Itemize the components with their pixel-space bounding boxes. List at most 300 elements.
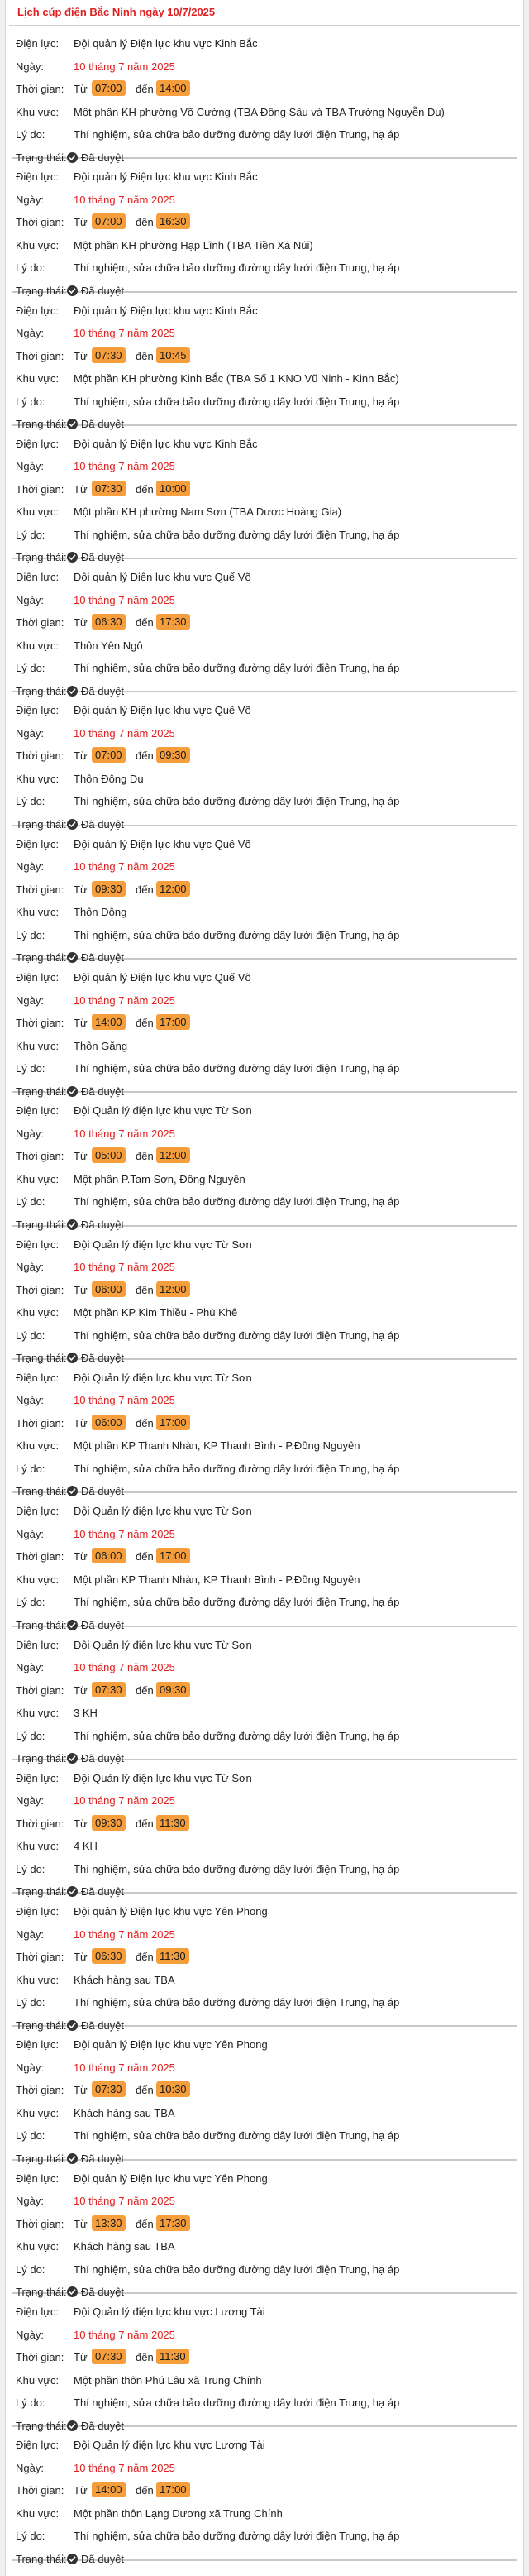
outage-entry: [12, 1493, 517, 1631]
value-ly-do: Thí nghiệm, sửa chữa bảo dưỡng đường dây lưới điện Trung, hạ áp: [74, 128, 400, 141]
label-ly-do: Lý do:: [16, 128, 45, 141]
row-ngay: [12, 725, 517, 749]
row-thoi-gian: [12, 1949, 517, 1972]
row-ly-do: [12, 1994, 517, 2018]
label-ly-do: Lý do:: [16, 1062, 45, 1075]
value-ngay: 10 tháng 7 năm 2025: [74, 2461, 175, 2474]
value-khu-vuc: Một phần KP Thanh Nhàn, KP Thanh Bình - P.Đồng Nguyên: [74, 1439, 360, 1453]
row-khu-vuc: [12, 371, 517, 394]
label-thoi-gian: Thời gian:: [16, 216, 64, 229]
label-khu-vuc: Khu vực:: [16, 906, 60, 919]
row-dien-luc: [12, 1903, 517, 1927]
label-den: đến: [136, 1017, 154, 1030]
time-from-badge: 07:00: [92, 747, 126, 763]
label-khu-vuc: Khu vực:: [16, 772, 60, 785]
value-ngay: 10 tháng 7 năm 2025: [74, 1527, 175, 1540]
row-thoi-gian: [12, 348, 517, 371]
value-ngay: 10 tháng 7 năm 2025: [74, 60, 175, 73]
label-dien-luc: Điện lực:: [16, 304, 60, 317]
label-tu: Từ: [74, 2484, 88, 2497]
label-dien-luc: Điện lực:: [16, 2305, 60, 2319]
label-trang-thai: Trạng thái:: [16, 151, 67, 164]
row-khu-vuc: [12, 504, 517, 527]
label-dien-luc: Điện lực:: [16, 1905, 60, 1918]
row-ngay: [12, 1793, 517, 1816]
row-dien-luc: [12, 1503, 517, 1526]
value-khu-vuc: Một phần thôn Phú Lâu xã Trung Chính: [74, 2373, 262, 2387]
label-tu: Từ: [74, 216, 88, 229]
label-den: đến: [136, 2351, 154, 2364]
row-thoi-gian: [12, 81, 517, 104]
outage-entry: [12, 2161, 517, 2299]
time-from-badge: 09:30: [92, 1815, 126, 1831]
value-khu-vuc: Thôn Đông Du: [74, 772, 144, 785]
label-trang-thai: Trạng thái:: [16, 1218, 67, 1231]
row-khu-vuc: [12, 2373, 517, 2396]
label-ly-do: Lý do:: [16, 1996, 45, 2009]
check-circle-icon: [67, 1886, 78, 1897]
value-khu-vuc: 3 KH: [74, 1707, 98, 1720]
status-approved: Đã duyệt: [81, 2286, 125, 2299]
label-thoi-gian: Thời gian:: [16, 1951, 64, 1964]
status-approved: Đã duyệt: [81, 151, 125, 164]
status-approved: Đã duyệt: [81, 1618, 125, 1631]
row-thoi-gian: [12, 2082, 517, 2105]
label-thoi-gian: Thời gian:: [16, 1817, 64, 1830]
value-dien-luc: Đội quản lý Điện lực khu vực Yên Phong: [74, 2038, 268, 2052]
label-khu-vuc: Khu vực:: [16, 639, 60, 652]
label-thoi-gian: Thời gian:: [16, 1283, 64, 1296]
label-tu: Từ: [74, 1951, 88, 1964]
time-to-badge: 09:30: [156, 1682, 190, 1697]
status-approved: Đã duyệt: [81, 2018, 125, 2032]
value-dien-luc: Đội quản lý Điện lực khu vực Quế Võ: [74, 971, 251, 984]
label-thoi-gian: Thời gian:: [16, 2217, 64, 2230]
time-to-badge: 10:45: [156, 347, 190, 363]
time-from-badge: 06:30: [92, 614, 126, 630]
label-den: đến: [136, 2217, 154, 2230]
label-khu-vuc: Khu vực:: [16, 2373, 60, 2387]
value-dien-luc: Đội Quản lý điện lực khu vực Từ Sơn: [74, 1238, 252, 1251]
value-ngay: 10 tháng 7 năm 2025: [74, 1394, 175, 1407]
label-khu-vuc: Khu vực:: [16, 1973, 60, 1986]
label-den: đến: [136, 749, 154, 763]
time-to-badge: 12:00: [156, 1281, 190, 1297]
label-dien-luc: Điện lực:: [16, 2038, 60, 2052]
time-from-badge: 07:30: [92, 1682, 126, 1697]
row-khu-vuc: [12, 1438, 517, 1461]
label-khu-vuc: Khu vực:: [16, 372, 60, 385]
label-ly-do: Lý do:: [16, 395, 45, 408]
check-circle-icon: [67, 2153, 78, 2164]
time-to-badge: 11:30: [156, 2349, 189, 2364]
outage-entry: [12, 692, 517, 831]
row-khu-vuc: [12, 1038, 517, 1061]
time-from-badge: 07:00: [92, 80, 126, 96]
row-dien-luc: [12, 2037, 517, 2060]
time-from-badge: 06:30: [92, 1948, 126, 1964]
row-ngay: [12, 2460, 517, 2483]
page-title: Lịch cúp điện Bắc Ninh ngày 10/7/2025: [9, 0, 520, 26]
value-ly-do: Thí nghiệm, sửa chữa bảo dưỡng đường dây lưới điện Trung, hạ áp: [74, 1596, 400, 1609]
label-ly-do: Lý do:: [16, 795, 45, 808]
row-dien-luc: [12, 1770, 517, 1793]
label-khu-vuc: Khu vực:: [16, 1306, 60, 1319]
status-approved: Đã duyệt: [81, 951, 125, 965]
row-ly-do: [12, 527, 517, 550]
label-tu: Từ: [74, 1017, 88, 1030]
status-approved: Đã duyệt: [81, 2552, 125, 2565]
label-ly-do: Lý do:: [16, 2530, 45, 2543]
label-thoi-gian: Thời gian:: [16, 2484, 64, 2497]
label-den: đến: [136, 616, 154, 630]
label-thoi-gian: Thời gian:: [16, 349, 64, 362]
label-ly-do: Lý do:: [16, 2262, 45, 2276]
row-ngay: [12, 2060, 517, 2083]
label-dien-luc: Điện lực:: [16, 2171, 60, 2185]
label-den: đến: [136, 349, 154, 362]
status-approved: Đã duyệt: [81, 418, 125, 431]
label-dien-luc: Điện lực:: [16, 571, 60, 584]
row-thoi-gian: [12, 882, 517, 905]
outage-entry: [12, 2294, 517, 2432]
value-khu-vuc: Một phần KH phường Hạp Lĩnh (TBA Tiền Xá Núi): [74, 238, 313, 251]
time-from-badge: 07:30: [92, 2349, 126, 2364]
value-ngay: 10 tháng 7 năm 2025: [74, 860, 175, 874]
time-from-badge: 09:30: [92, 881, 126, 897]
value-dien-luc: Đội quản lý Điện lực khu vực Kinh Bắc: [74, 437, 258, 450]
label-dien-luc: Điện lực:: [16, 704, 60, 717]
value-ly-do: Thí nghiệm, sửa chữa bảo dưỡng đường dây lưới điện Trung, hạ áp: [74, 2129, 400, 2143]
value-khu-vuc: Thôn Yên Ngô: [74, 639, 143, 652]
time-to-badge: 17:00: [156, 1415, 190, 1430]
time-to-badge: 09:30: [156, 747, 190, 763]
label-trang-thai: Trạng thái:: [16, 951, 67, 965]
time-from-badge: 14:00: [92, 1014, 126, 1030]
value-ngay: 10 tháng 7 năm 2025: [74, 726, 175, 740]
outage-entry: [12, 559, 517, 697]
label-ly-do: Lý do:: [16, 2396, 45, 2410]
label-thoi-gian: Thời gian:: [16, 1017, 64, 1030]
label-ly-do: Lý do:: [16, 1462, 45, 1475]
row-khu-vuc: [12, 1171, 517, 1195]
label-ly-do: Lý do:: [16, 1195, 45, 1209]
outage-entry: [12, 1227, 517, 1365]
value-dien-luc: Đội quản lý Điện lực khu vực Quế Võ: [74, 704, 251, 717]
time-to-badge: 14:00: [156, 80, 190, 96]
label-ngay: Ngày:: [16, 2195, 44, 2208]
value-ngay: 10 tháng 7 năm 2025: [74, 593, 175, 606]
row-thoi-gian: [12, 1415, 517, 1439]
label-den: đến: [136, 2084, 154, 2097]
label-thoi-gian: Thời gian:: [16, 1550, 64, 1563]
value-dien-luc: Đội Quản lý điện lực khu vực Từ Sơn: [74, 1371, 252, 1384]
value-dien-luc: Đội quản lý Điện lực khu vực Kinh Bắc: [74, 304, 258, 317]
label-ngay: Ngày:: [16, 1661, 44, 1674]
row-dien-luc: [12, 702, 517, 725]
status-approved: Đã duyệt: [81, 2152, 125, 2165]
label-khu-vuc: Khu vực:: [16, 105, 60, 118]
check-circle-icon: [67, 2286, 78, 2297]
label-den: đến: [136, 83, 154, 95]
outage-entry: [12, 2427, 517, 2565]
row-thoi-gian: [12, 481, 517, 505]
label-den: đến: [136, 1817, 154, 1830]
label-trang-thai: Trạng thái:: [16, 1085, 67, 1098]
row-dien-luc: [12, 1237, 517, 1260]
value-ly-do: Thí nghiệm, sửa chữa bảo dưỡng đường dây lưới điện Trung, hạ áp: [74, 2396, 400, 2410]
label-trang-thai: Trạng thái:: [16, 1885, 67, 1898]
value-ngay: 10 tháng 7 năm 2025: [74, 1127, 175, 1140]
row-khu-vuc: [12, 1305, 517, 1328]
label-tu: Từ: [74, 83, 88, 95]
label-trang-thai: Trạng thái:: [16, 1485, 67, 1498]
value-ly-do: Thí nghiệm, sửa chữa bảo dưỡng đường dây lưới điện Trung, hạ áp: [74, 1195, 400, 1209]
row-ngay: [12, 325, 517, 348]
label-den: đến: [136, 482, 154, 496]
row-ngay: [12, 859, 517, 882]
row-ly-do: [12, 1861, 517, 1884]
value-ly-do: Thí nghiệm, sửa chữa bảo dưỡng đường dây lưới điện Trung, hạ áp: [74, 662, 400, 675]
row-ly-do: [12, 660, 517, 683]
row-thoi-gian: [12, 615, 517, 638]
label-tu: Từ: [74, 616, 88, 630]
label-tu: Từ: [74, 482, 88, 496]
row-thoi-gian: [12, 748, 517, 771]
value-dien-luc: Đội Quản lý điện lực khu vực Từ Sơn: [74, 1104, 252, 1118]
check-circle-icon: [67, 819, 78, 830]
label-dien-luc: Điện lực:: [16, 837, 60, 850]
time-to-badge: 10:00: [156, 481, 190, 496]
label-ngay: Ngày:: [16, 460, 44, 473]
row-khu-vuc: [12, 2105, 517, 2128]
value-khu-vuc: Khách hàng sau TBA: [74, 2106, 175, 2119]
status-approved: Đã duyệt: [81, 1085, 125, 1098]
label-thoi-gian: Thời gian:: [16, 1683, 64, 1697]
row-dien-luc: [12, 1637, 517, 1660]
row-ly-do: [12, 793, 517, 816]
value-khu-vuc: Một phần KP Thanh Nhàn, KP Thanh Bình - P.Đồng Nguyên: [74, 1573, 360, 1586]
label-dien-luc: Điện lực:: [16, 1371, 60, 1384]
value-khu-vuc: Một phần P.Tam Sơn, Đồng Nguyên: [74, 1172, 245, 1185]
value-ngay: 10 tháng 7 năm 2025: [74, 193, 175, 206]
label-tu: Từ: [74, 883, 88, 896]
label-trang-thai: Trạng thái:: [16, 284, 67, 297]
row-ngay: [12, 1392, 517, 1415]
label-thoi-gian: Thời gian:: [16, 482, 64, 496]
label-ngay: Ngày:: [16, 1394, 44, 1407]
row-ly-do: [12, 1728, 517, 1751]
label-ngay: Ngày:: [16, 726, 44, 740]
check-circle-icon: [67, 152, 78, 163]
label-ly-do: Lý do:: [16, 1329, 45, 1342]
check-circle-icon: [67, 1620, 78, 1630]
label-den: đến: [136, 1683, 154, 1697]
time-from-badge: 07:30: [92, 2081, 126, 2097]
value-ly-do: Thí nghiệm, sửa chữa bảo dưỡng đường dây lưới điện Trung, hạ áp: [74, 528, 400, 541]
label-ly-do: Lý do:: [16, 261, 45, 275]
label-tu: Từ: [74, 1150, 88, 1163]
value-ly-do: Thí nghiệm, sửa chữa bảo dưỡng đường dây lưới điện Trung, hạ áp: [74, 1329, 400, 1342]
label-tu: Từ: [74, 2217, 88, 2230]
time-to-badge: 16:30: [156, 213, 190, 229]
label-dien-luc: Điện lực:: [16, 37, 60, 50]
row-ly-do: [12, 1061, 517, 1084]
label-den: đến: [136, 1550, 154, 1563]
time-from-badge: 07:30: [92, 347, 126, 363]
label-dien-luc: Điện lực:: [16, 1238, 60, 1251]
row-thoi-gian: [12, 2483, 517, 2506]
row-dien-luc: [12, 2437, 517, 2460]
row-ly-do: [12, 2262, 517, 2285]
row-dien-luc: [12, 1370, 517, 1393]
label-ly-do: Lý do:: [16, 2129, 45, 2143]
outage-entry: [12, 1760, 517, 1898]
check-circle-icon: [67, 952, 78, 963]
row-khu-vuc: [12, 1705, 517, 1728]
label-trang-thai: Trạng thái:: [16, 2419, 67, 2432]
label-den: đến: [136, 883, 154, 896]
status-approved: Đã duyệt: [81, 284, 125, 297]
label-ly-do: Lý do:: [16, 1596, 45, 1609]
label-khu-vuc: Khu vực:: [16, 2240, 60, 2253]
time-to-badge: 11:30: [156, 1815, 189, 1831]
value-ngay: 10 tháng 7 năm 2025: [74, 1794, 175, 1808]
value-ngay: 10 tháng 7 năm 2025: [74, 2195, 175, 2208]
value-ly-do: Thí nghiệm, sửa chữa bảo dưỡng đường dây lưới điện Trung, hạ áp: [74, 928, 400, 941]
row-ngay: [12, 1927, 517, 1950]
label-dien-luc: Điện lực:: [16, 1638, 60, 1651]
label-ngay: Ngày:: [16, 193, 44, 206]
check-circle-icon: [67, 1353, 78, 1363]
label-thoi-gian: Thời gian:: [16, 883, 64, 896]
row-ly-do: [12, 2128, 517, 2151]
row-ngay: [12, 1259, 517, 1282]
status-approved: Đã duyệt: [81, 2419, 125, 2432]
value-khu-vuc: Một phần KH phường Kinh Bắc (TBA Số 1 KNO Vũ Ninh - Kinh Bắc): [74, 372, 399, 385]
label-thoi-gian: Thời gian:: [16, 2351, 64, 2364]
label-dien-luc: Điện lực:: [16, 971, 60, 984]
row-dien-luc: [12, 2171, 517, 2194]
time-to-badge: 17:00: [156, 1548, 190, 1563]
value-khu-vuc: Một phần thôn Lạng Dương xã Trung Chính: [74, 2507, 283, 2520]
label-khu-vuc: Khu vực:: [16, 238, 60, 251]
value-ly-do: Thí nghiệm, sửa chữa bảo dưỡng đường dây lưới điện Trung, hạ áp: [74, 261, 400, 275]
value-dien-luc: Đội Quản lý điện lực khu vực Từ Sơn: [74, 1505, 252, 1518]
label-ly-do: Lý do:: [16, 928, 45, 941]
row-ngay: [12, 2327, 517, 2350]
value-dien-luc: Đội quản lý Điện lực khu vực Quế Võ: [74, 571, 251, 584]
row-ngay: [12, 1659, 517, 1683]
value-ly-do: Thí nghiệm, sửa chữa bảo dưỡng đường dây lưới điện Trung, hạ áp: [74, 1062, 400, 1075]
label-tu: Từ: [74, 1683, 88, 1697]
value-ngay: 10 tháng 7 năm 2025: [74, 2061, 175, 2074]
label-dien-luc: Điện lực:: [16, 1771, 60, 1784]
check-circle-icon: [67, 1219, 78, 1230]
row-ngay: [12, 192, 517, 215]
outage-entry: [12, 1360, 517, 1498]
check-circle-icon: [67, 285, 78, 296]
outage-entry: [12, 426, 517, 564]
row-khu-vuc: [12, 237, 517, 261]
label-trang-thai: Trạng thái:: [16, 1618, 67, 1631]
row-ly-do: [12, 394, 517, 417]
row-ngay: [12, 1126, 517, 1149]
row-ly-do: [12, 260, 517, 283]
row-thoi-gian: [12, 1816, 517, 1839]
label-tu: Từ: [74, 1817, 88, 1830]
time-from-badge: 05:00: [92, 1147, 126, 1163]
value-khu-vuc: Khách hàng sau TBA: [74, 2240, 175, 2253]
outage-entry: [12, 826, 517, 965]
page-container: [5, 0, 524, 2576]
label-khu-vuc: Khu vực:: [16, 2106, 60, 2119]
label-thoi-gian: Thời gian:: [16, 2084, 64, 2097]
value-ngay: 10 tháng 7 năm 2025: [74, 994, 175, 1007]
time-from-badge: 14:00: [92, 2482, 126, 2497]
row-ly-do: [12, 1194, 517, 1217]
value-khu-vuc: Khách hàng sau TBA: [74, 1973, 175, 1986]
row-dien-luc: [12, 36, 517, 59]
outage-entry: [12, 26, 517, 164]
value-khu-vuc: Một phần KH phường Võ Cường (TBA Đồng Sậu và TBA Trường Nguyễn Du): [74, 105, 445, 118]
time-from-badge: 13:30: [92, 2215, 126, 2231]
row-dien-luc: [12, 303, 517, 326]
status-approved: Đã duyệt: [81, 1485, 125, 1498]
outage-entry: [12, 1093, 517, 1231]
outage-list: [6, 26, 523, 2565]
value-ly-do: Thí nghiệm, sửa chữa bảo dưỡng đường dây lưới điện Trung, hạ áp: [74, 1862, 400, 1875]
label-ly-do: Lý do:: [16, 528, 45, 541]
label-ly-do: Lý do:: [16, 1729, 45, 1742]
time-to-badge: 17:00: [156, 2482, 190, 2497]
row-ly-do: [12, 1328, 517, 1351]
time-from-badge: 06:00: [92, 1415, 126, 1430]
value-ly-do: Thí nghiệm, sửa chữa bảo dưỡng đường dây lưới điện Trung, hạ áp: [74, 795, 400, 808]
label-khu-vuc: Khu vực:: [16, 2507, 60, 2520]
status-approved: Đã duyệt: [81, 1752, 125, 1765]
status-approved: Đã duyệt: [81, 1885, 125, 1898]
time-from-badge: 07:30: [92, 481, 126, 496]
row-ngay: [12, 2193, 517, 2216]
value-khu-vuc: Thôn Găng: [74, 1039, 128, 1052]
label-thoi-gian: Thời gian:: [16, 1150, 64, 1163]
row-ly-do: [12, 1461, 517, 1484]
outage-entry: [12, 1627, 517, 1765]
label-tu: Từ: [74, 2351, 88, 2364]
check-circle-icon: [67, 552, 78, 563]
value-dien-luc: Đội Quản lý điện lực khu vực Lương Tài: [74, 2439, 265, 2452]
label-ngay: Ngày:: [16, 2061, 44, 2074]
label-den: đến: [136, 1150, 154, 1163]
label-ngay: Ngày:: [16, 1927, 44, 1941]
label-den: đến: [136, 2484, 154, 2497]
label-tu: Từ: [74, 1283, 88, 1296]
label-thoi-gian: Thời gian:: [16, 83, 64, 95]
label-ngay: Ngày:: [16, 327, 44, 340]
value-dien-luc: Đội quản lý Điện lực khu vực Kinh Bắc: [74, 37, 258, 50]
label-dien-luc: Điện lực:: [16, 2439, 60, 2452]
label-trang-thai: Trạng thái:: [16, 2286, 67, 2299]
row-dien-luc: [12, 569, 517, 592]
row-khu-vuc: [12, 2238, 517, 2262]
label-ngay: Ngày:: [16, 60, 44, 73]
label-ngay: Ngày:: [16, 2461, 44, 2474]
row-ngay: [12, 592, 517, 615]
row-thoi-gian: [12, 1549, 517, 1572]
label-khu-vuc: Khu vực:: [16, 1840, 60, 1853]
value-ly-do: Thí nghiệm, sửa chữa bảo dưỡng đường dây lưới điện Trung, hạ áp: [74, 1729, 400, 1742]
